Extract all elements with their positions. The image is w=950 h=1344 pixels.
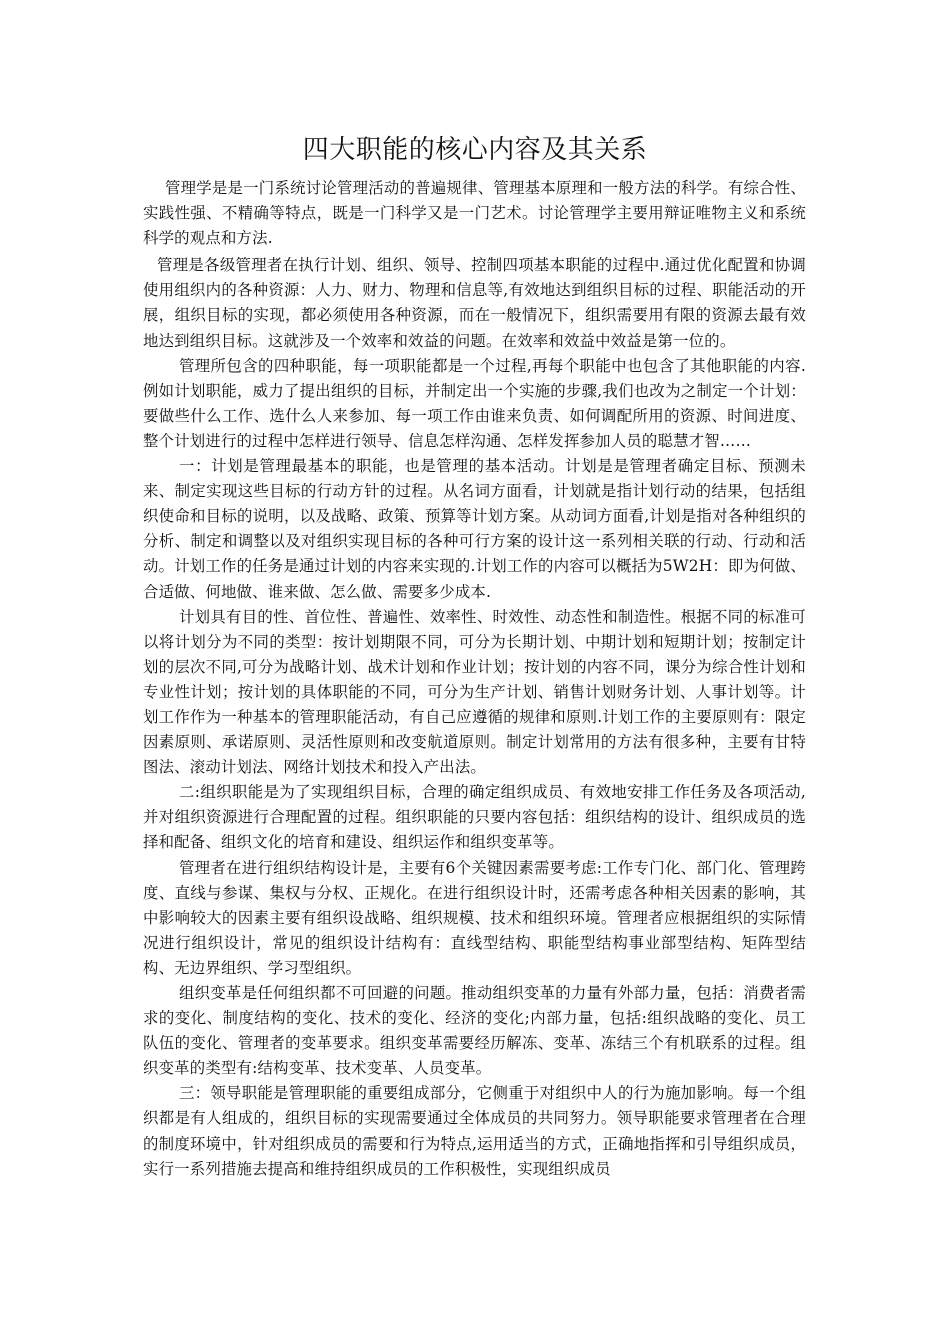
- paragraph-planning-function: 一：计划是管理最基本的职能，也是管理的基本活动。计划是是管理者确定目标、预测未来、制定实现这些目标的行动方针的过程。从名词方面看，计划就是指计划行动的结果，包括组织使命和目标的说明，以及战略、政策、预算等计划方案。从动词方面看,计划是指对各种组织的分析、制定和调整以及对组织实现目标的各种可行方案的设计这一系列相关联的行动、行动和活动。计划工作的任务是通过计划的内容来实现的.计划工作的内容可以概括为5W2H：即为何做、合适做、何地做、谁来做、怎么做、需要多少成本.: [143, 457, 806, 601]
- paragraph-intro: 管理学是是一门系统讨论管理活动的普遍规律、管理基本原理和一般方法的科学。有综合性、实践性强、不精确等特点，既是一门科学又是一门艺术。讨论管理学主要用辩证唯物主义和系统科学的观点和方法.: [143, 179, 806, 248]
- paragraph-four-functions: 管理所包含的四种职能，每一项职能都是一个过程,再每个职能中也包含了其他职能的内容.例如计划职能，威力了提出组织的目标，并制定出一个实施的步骤,我们也改为之制定一个计划：要做些什么工作、选什么人来参加、每一项工作由谁来负责、如何调配所用的资源、时间进度、整个计划进行的过程中怎样进行领导、信息怎样沟通、怎样发挥参加人员的聪慧才智……: [143, 356, 806, 450]
- paragraph-organization-design: 管理者在进行组织结构设计是，主要有6个关键因素需要考虑:工作专门化、部门化、管理跨度、直线与参谋、集权与分权、正规化。在进行组织设计时，还需考虑各种相关因素的影响，其中影响较大的因素主要有组织设战略、组织规模、技术和组织环境。管理者应根据组织的实际情况进行组织设计，常见的组织设计结构有：直线型结构、职能型结构事业部型结构、矩阵型结构、无边界组织、学习型组织。: [143, 858, 806, 977]
- paragraph-management-definition: 管理是各级管理者在执行计划、组织、领导、控制四项基本职能的过程中.通过优化配置和协调使用组织内的各种资源：人力、财力、物理和信息等,有效地达到组织目标的过程、职能活动的开展，组织目标的实现，都必须使用各种资源，而在一般情况下，组织需要用有限的资源去最有效地达到组织目标。这就涉及一个效率和效益的问题。在效率和效益中效益是第一位的。: [143, 256, 806, 350]
- paragraph-organizing-function: 二:组织职能是为了实现组织目标，合理的确定组织成员、有效地安排工作任务及各项活动,并对组织资源进行合理配置的过程。组织职能的只要内容包括：组织结构的设计、组织成员的选择和配备、组织文化的培育和建设、组织运作和组织变革等。: [143, 783, 806, 852]
- paragraph-planning-types: 计划具有目的性、首位性、普遍性、效率性、时效性、动态性和制造性。根据不同的标准可以将计划分为不同的类型：按计划期限不同，可分为长期计划、中期计划和短期计划；按制定计划的层次不同,可分为战略计划、战术计划和作业计划；按计划的内容不同，课分为综合性计划和专业性计划；按计划的具体职能的不同，可分为生产计划、销售计划财务计划、人事计划等。计划工作作为一种基本的管理职能活动，有自己应遵循的规律和原则.计划工作的主要原则有：限定因素原则、承诺原则、灵活性原则和改变航道原则。制定计划常用的方法有很多种，主要有甘特图法、滚动计划法、网络计划技术和投入产出法。: [143, 607, 806, 777]
- paragraph-leading-function: 三：领导职能是管理职能的重要组成部分，它侧重于对组织中人的行为施加影响。每一个组织都是有人组成的，组织目标的实现需要通过全体成员的共同努力。领导职能要求管理者在合理的制度环境中，针对组织成员的需要和行为特点,运用适当的方式，正确地指挥和引导组织成员，实行一系列措施去提高和维持组织成员的工作积极性，实现组织成员: [143, 1084, 806, 1178]
- paragraph-organizational-change: 组织变革是任何组织都不可回避的问题。推动组织变革的力量有外部力量，包括：消费者需求的变化、制度结构的变化、技术的变化、经济的变化;内部力量，包括:组织战略的变化、员工队伍的变化、管理者的变革要求。组织变革需要经历解冻、变革、冻结三个有机联系的过程。组织变革的类型有:结构变革、技术变革、人员变革。: [143, 984, 806, 1078]
- document-title: 四大职能的核心内容及其关系: [302, 135, 648, 165]
- document-body: [143, 176, 806, 1182]
